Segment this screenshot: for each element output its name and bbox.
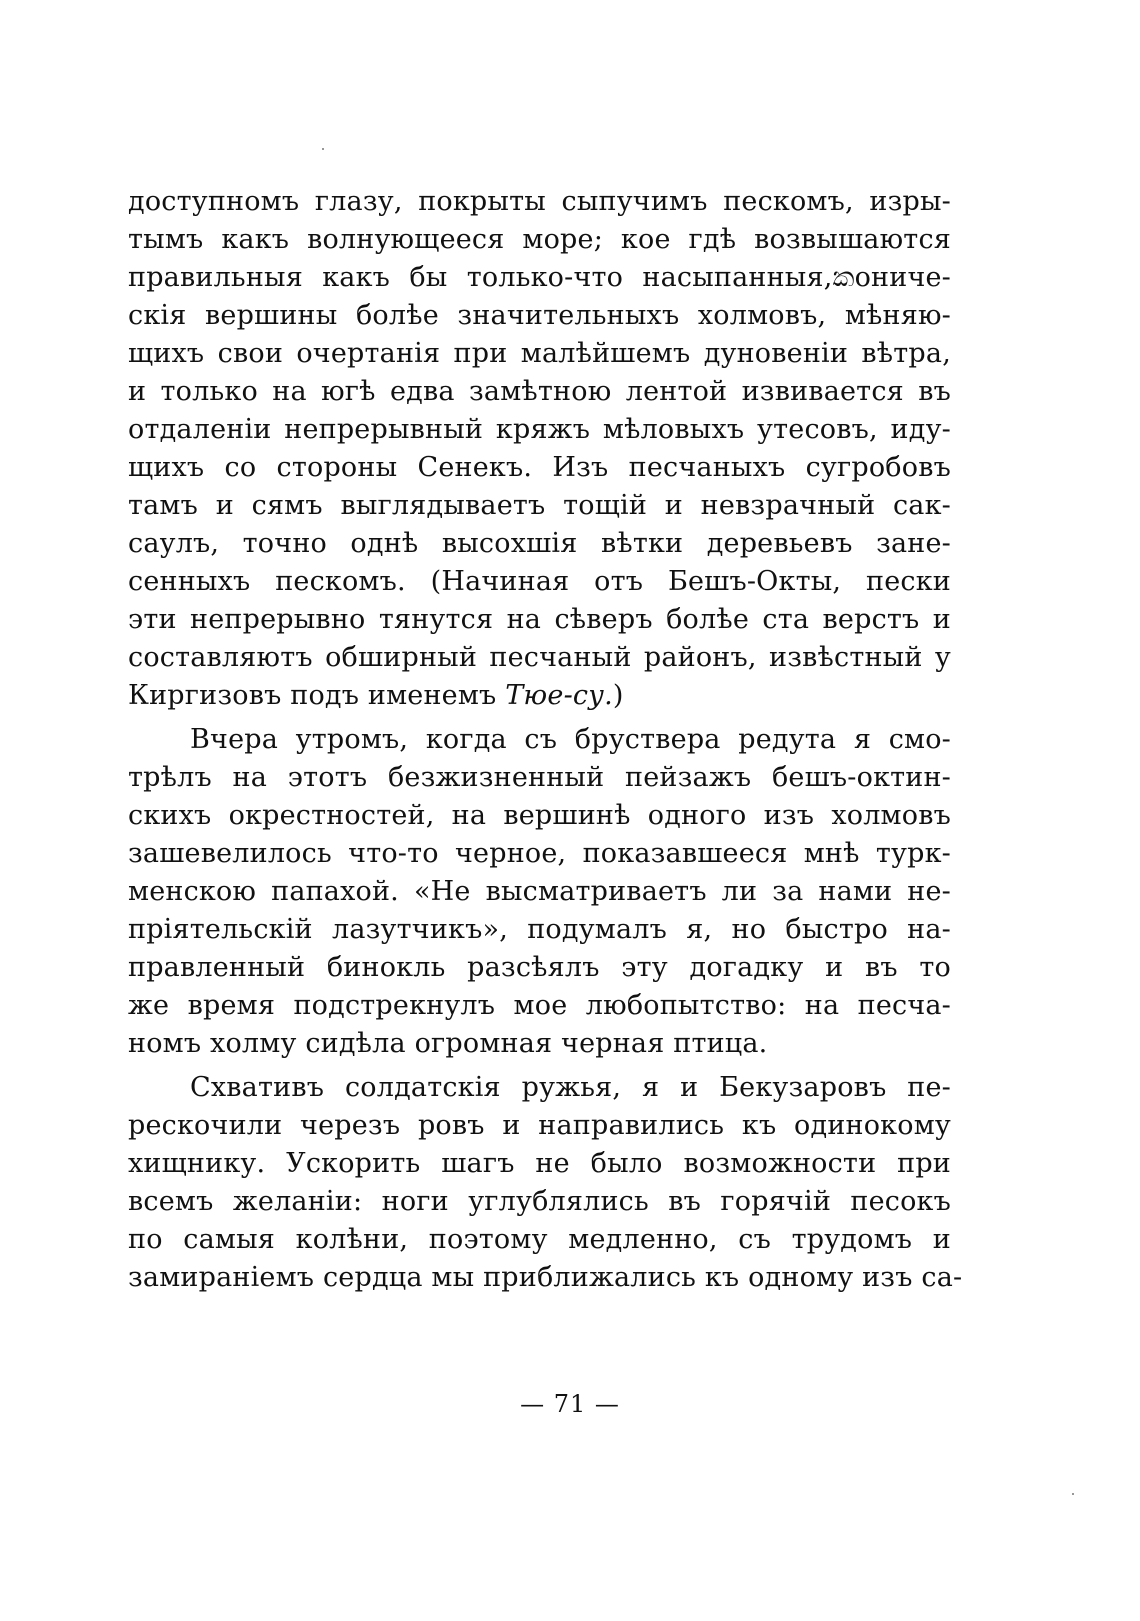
text-line: щихъ со стороны Сенекъ. Изъ песчаныхъ сугробовъ [128,452,951,483]
text-line: доступномъ глазу, покрыты сыпучимъ пескомъ, изры- [128,186,951,217]
scan-speck [322,148,324,150]
body-text [128,183,963,1297]
text-line: пріятельскій лазутчикъ», подумалъ я, но быстро на- [128,914,951,945]
text-line: скихъ окрестностей, на вершинѣ одного изъ холмовъ [128,800,951,831]
italic-place-name: Тюе-су. [505,680,613,711]
text-line: зашевелилось что-то черное, показавшееся мнѣ турк- [128,838,951,869]
text-line-last [128,677,951,715]
scan-speck [1072,1493,1074,1495]
paragraph-3 [128,1069,963,1297]
text-line: эти непрерывно тянутся на сѣверъ болѣе ста верстъ и [128,604,951,635]
text-line: правильныя какъ бы только-что насыпанныя,කониче- [128,262,951,293]
text-line-last: номъ холму сидѣла огромная черная птица. [128,1028,768,1059]
text-line: скія вершины болѣе значительныхъ холмовъ, мѣняю- [128,300,951,331]
text-segment: Киргизовъ подъ именемъ [128,680,506,711]
text-line: по самыя колѣни, поэтому медленно, съ трудомъ и [128,1224,951,1255]
text-line: Вчера утромъ, когда съ бруствера редута я смо- [190,724,951,755]
text-line: всемъ желаніи: ноги углублялись въ горячій песокъ [128,1186,951,1217]
text-line: и только на югѣ едва замѣтною лентой извивается въ [128,376,951,407]
text-line: правленный бинокль разсѣялъ эту догадку и въ то [128,952,951,983]
text-line: менскою папахой. «Не высматриваетъ ли за нами не- [128,876,951,907]
text-line: хищнику. Ускорить шагъ не было возможности при [128,1148,951,1179]
text-line: саулъ, точно однѣ высохшія вѣтки деревьевъ зане- [128,528,951,559]
text-line: рескочили черезъ ровъ и направились къ одинокому [128,1110,951,1141]
text-line: замираніемъ сердца мы приближались къ одному изъ са- [128,1262,963,1293]
text-line: отдаленіи непрерывный кряжъ мѣловыхъ утесовъ, иду- [128,414,951,445]
text-line: сенныхъ пескомъ. (Начиная отъ Бешъ-Окты, пески [128,566,951,597]
text-line: Схвативъ солдатскія ружья, я и Бекузаровъ пе- [190,1072,951,1103]
text-line: составляютъ обширный песчаный районъ, извѣстный у [128,642,951,673]
page-number: — 71 — [520,1390,620,1418]
paragraph-1 [128,183,951,715]
text-line: трѣлъ на этотъ безжизненный пейзажъ бешъ-октин- [128,762,951,793]
text-line: тамъ и сямъ выглядываетъ тощій и невзрачный сак- [128,490,951,521]
text-segment: ) [612,680,624,711]
text-line: тымъ какъ волнующееся море; кое гдѣ возвышаются [128,224,951,255]
text-line: же время подстрекнулъ мое любопытство: на песча- [128,990,951,1021]
paragraph-2 [128,721,951,1063]
text-line: щихъ свои очертанія при малѣйшемъ дуновеніи вѣтра, [128,338,951,369]
